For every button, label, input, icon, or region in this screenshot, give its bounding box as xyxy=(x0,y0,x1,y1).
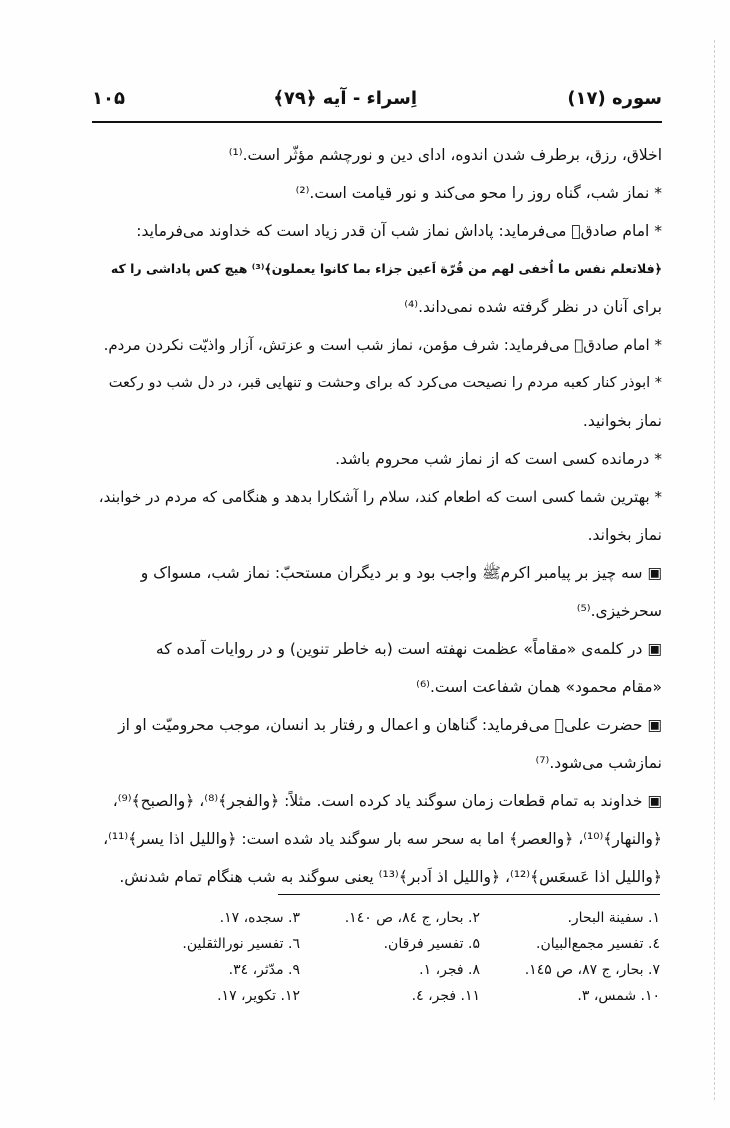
footnote: ۸. فجر، ۱. xyxy=(419,962,480,978)
footnote: ۱۰. شمس، ۳. xyxy=(577,988,660,1004)
text-line: ▣ خداوند به تمام قطعات زمان سوگند یاد کرده است. مثلاً: ﴿والفجر﴾⁽⁸⁾، ﴿والصبح﴾⁽⁹⁾، xyxy=(112,792,662,810)
footnote: ۱. سفینة البحار. xyxy=(567,910,660,926)
text-line: * ابوذر کنار کعبه مردم را نصیحت می‌کرد که برای وحشت و تنهایی قبر، در دل شب دو رکعت xyxy=(108,375,662,391)
page-header xyxy=(92,88,662,118)
footnote-row xyxy=(120,931,660,957)
footnote: ۲. بحار، ج ۸٤، ص ۱٤۰. xyxy=(344,910,480,926)
footnote: ۷. بحار، ج ۸۷، ص ۱٤۵. xyxy=(524,962,660,978)
footnote: ٦. تفسیر نورالثقلین. xyxy=(182,936,300,952)
text-line: * درمانده کسی است که از نماز شب محروم باشد. xyxy=(335,450,662,468)
page-number: ۱۰۵ xyxy=(92,88,125,109)
footnote-row xyxy=(120,905,660,931)
text-line: * امام صادقؑ می‌فرماید: شرف مؤمن، نماز شب است و عزتش، آزار واذیّت نکردن مردم. xyxy=(103,336,662,354)
text-line: * امام صادقؑ می‌فرماید: پاداش نماز شب آن قدر زیاد است که خداوند می‌فرماید: xyxy=(136,222,662,240)
text-line: سحرخیزی.⁽⁵⁾ xyxy=(576,602,662,620)
verse-label: اِسراء - آیه ﴿۷۹﴾ xyxy=(273,88,417,109)
text-line: اخلاق، رزق، برطرف شدن اندوه، ادای دین و نورچشم مؤثّر است.⁽¹⁾ xyxy=(228,146,662,164)
footnote: ۱۲. تکویر، ۱۷. xyxy=(217,988,300,1004)
footnote: ۵. تفسیر فرقان. xyxy=(383,936,480,952)
text-line: * نماز شب، گناه روز را محو می‌کند و نور قیامت است.⁽²⁾ xyxy=(295,184,662,202)
footnote-row xyxy=(120,957,660,983)
text-line: «مقام محمود» همان شفاعت است.⁽⁶⁾ xyxy=(416,678,662,696)
text-line: نمازشب می‌شود.⁽⁷⁾ xyxy=(535,754,662,772)
text-line: ﴿واللیل اذا عَسعَس﴾⁽¹²⁾، ﴿واللیل اذ اَدبر﴾⁽¹³⁾ یعنی سوگند به شب هنگام تمام شدنش. xyxy=(119,868,662,886)
text-line: * بهترین شما کسی است که اطعام کند، سلام را آشکارا بدهد و هنگامی که مردم در خوابند، xyxy=(98,488,662,506)
footnote: ۹. مدّثر، ۳٤. xyxy=(228,962,300,978)
text-line: ﴿والنهار﴾⁽¹⁰⁾، ﴿والعصر﴾ اما به سحر سه بار سوگند یاد شده است: ﴿واللیل اذا یسر﴾⁽¹¹⁾، xyxy=(103,830,662,848)
text-line: نماز بخواند. xyxy=(587,526,662,544)
footnote: ۱۱. فجر، ٤. xyxy=(411,988,480,1004)
text-line: برای آنان در نظر گرفته شده نمی‌داند.⁽⁴⁾ xyxy=(404,298,662,316)
header-rule xyxy=(92,121,662,123)
text-line: نماز بخوانید. xyxy=(582,412,662,430)
footnote: ٤. تفسیر مجمع‌البیان. xyxy=(536,936,660,952)
footnote-rule xyxy=(278,894,660,895)
footnotes xyxy=(120,905,660,1009)
footnote: ۳. سجده، ۱۷. xyxy=(219,910,300,926)
surah-label: سوره (۱۷) xyxy=(567,88,662,109)
text-line: ▣ حضرت علیؑ می‌فرماید: گناهان و اعمال و رفتار بد انسان، موجب محرومیّت او از xyxy=(118,716,662,734)
body-text xyxy=(92,136,662,896)
page-edge xyxy=(714,40,715,1100)
text-line: ﴿فلاتعلم نفس ما اُخفی لهم من قُرّة اَعین جزاء بما کانوا یعملون﴾⁽³⁾ هیچ کس پاداشی را که xyxy=(110,261,662,276)
text-line: ▣ در کلمه‌ی «مقاماً» عظمت نهفته است (به خاطر تنوین) و در روایات آمده که xyxy=(155,640,662,658)
footnote-row xyxy=(120,983,660,1009)
text-line: ▣ سه چیز بر پیامبر اکرمﷺ واجب بود و بر دیگران مستحبّ: نماز شب، مسواک و xyxy=(140,564,662,582)
